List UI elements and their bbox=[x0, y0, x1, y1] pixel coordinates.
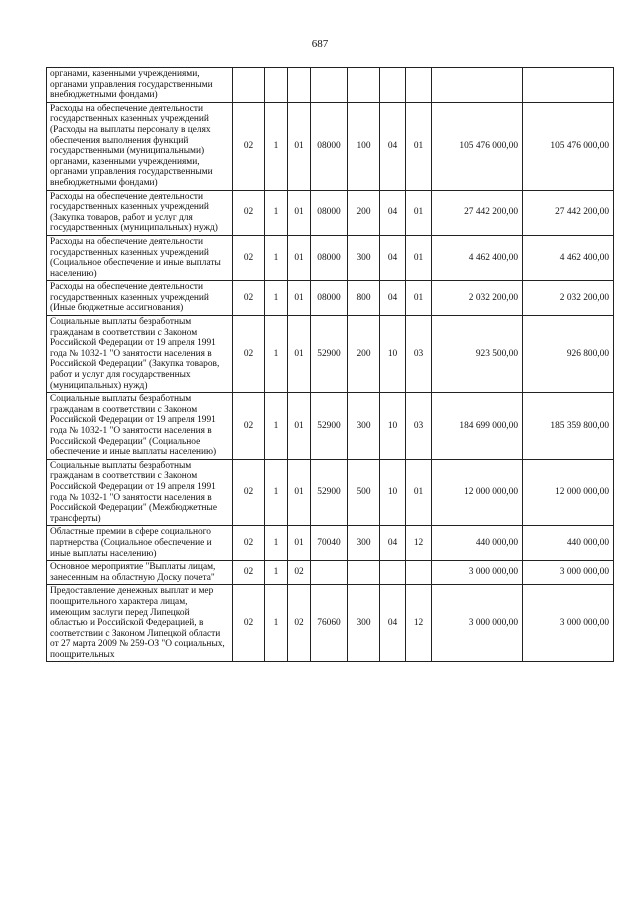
table-row bbox=[47, 281, 614, 316]
program-code: 1 bbox=[265, 393, 288, 460]
amount-year-1: 3 000 000,00 bbox=[432, 561, 523, 585]
row-description: Предоставление денежных выплат и мер поощрительного характера лицам, имеющим заслуги перед Липецкой областью и Российской Федерацией, в соответствии с Законом Липецкой области от 27 марта 2009 № 259-ОЗ "О социальных, поощрительных bbox=[47, 585, 233, 662]
admin-code: 02 bbox=[233, 102, 265, 190]
program-code: 1 bbox=[265, 585, 288, 662]
amount-year-2: 185 359 800,00 bbox=[523, 393, 614, 460]
admin-code: 02 bbox=[233, 316, 265, 393]
subprogram-code bbox=[288, 68, 311, 103]
program-code: 1 bbox=[265, 526, 288, 561]
subsection-code: 12 bbox=[406, 585, 432, 662]
expense-type-code: 300 bbox=[348, 585, 380, 662]
subprogram-code: 01 bbox=[288, 459, 311, 526]
table-row bbox=[47, 561, 614, 585]
program-code: 1 bbox=[265, 235, 288, 280]
amount-year-1: 27 442 200,00 bbox=[432, 190, 523, 235]
row-description: Социальные выплаты безработным гражданам в соответствии с Законом Российской Федерации от 19 апреля 1991 года № 1032-1 "О занятости населения в Российской Федерации" (Закупка товаров, работ и услуг для государственных (муниципальных) нужд) bbox=[47, 316, 233, 393]
admin-code: 02 bbox=[233, 459, 265, 526]
page-number: 687 bbox=[311, 38, 329, 50]
row-description: Расходы на обеспечение деятельности государственных казенных учреждений (Социальное обеспечение и иные выплаты населению) bbox=[47, 235, 233, 280]
subprogram-code: 01 bbox=[288, 190, 311, 235]
admin-code: 02 bbox=[233, 235, 265, 280]
expense-direction-code: 52900 bbox=[311, 459, 348, 526]
admin-code: 02 bbox=[233, 190, 265, 235]
expense-direction-code bbox=[311, 68, 348, 103]
table-row bbox=[47, 585, 614, 662]
amount-year-1: 440 000,00 bbox=[432, 526, 523, 561]
admin-code: 02 bbox=[233, 561, 265, 585]
subsection-code bbox=[406, 561, 432, 585]
expense-direction-code: 52900 bbox=[311, 393, 348, 460]
expense-type-code: 100 bbox=[348, 102, 380, 190]
table-row bbox=[47, 526, 614, 561]
amount-year-2: 3 000 000,00 bbox=[523, 561, 614, 585]
table-row bbox=[47, 68, 614, 103]
subprogram-code: 01 bbox=[288, 393, 311, 460]
subprogram-code: 01 bbox=[288, 102, 311, 190]
amount-year-2: 2 032 200,00 bbox=[523, 281, 614, 316]
subsection-code: 01 bbox=[406, 459, 432, 526]
table-row bbox=[47, 102, 614, 190]
expense-direction-code: 08000 bbox=[311, 235, 348, 280]
expense-type-code: 800 bbox=[348, 281, 380, 316]
amount-year-2: 12 000 000,00 bbox=[523, 459, 614, 526]
subsection-code: 03 bbox=[406, 393, 432, 460]
admin-code: 02 bbox=[233, 281, 265, 316]
subprogram-code: 01 bbox=[288, 316, 311, 393]
amount-year-1: 3 000 000,00 bbox=[432, 585, 523, 662]
subprogram-code: 01 bbox=[288, 235, 311, 280]
subsection-code bbox=[406, 68, 432, 103]
amount-year-2: 3 000 000,00 bbox=[523, 585, 614, 662]
admin-code: 02 bbox=[233, 585, 265, 662]
amount-year-1: 2 032 200,00 bbox=[432, 281, 523, 316]
program-code: 1 bbox=[265, 190, 288, 235]
section-code: 10 bbox=[380, 316, 406, 393]
expense-direction-code: 76060 bbox=[311, 585, 348, 662]
amount-year-2 bbox=[523, 68, 614, 103]
expense-direction-code: 52900 bbox=[311, 316, 348, 393]
subsection-code: 03 bbox=[406, 316, 432, 393]
section-code: 04 bbox=[380, 585, 406, 662]
subsection-code: 12 bbox=[406, 526, 432, 561]
expense-type-code: 300 bbox=[348, 235, 380, 280]
expense-type-code bbox=[348, 561, 380, 585]
table-row bbox=[47, 393, 614, 460]
amount-year-2: 926 800,00 bbox=[523, 316, 614, 393]
subprogram-code: 01 bbox=[288, 281, 311, 316]
row-description: Расходы на обеспечение деятельности государственных казенных учреждений (Закупка товаров, работ и услуг для государственных (муниципальных) нужд) bbox=[47, 190, 233, 235]
subprogram-code: 02 bbox=[288, 561, 311, 585]
amount-year-1: 105 476 000,00 bbox=[432, 102, 523, 190]
expense-type-code: 500 bbox=[348, 459, 380, 526]
row-description: Основное мероприятие "Выплаты лицам, занесенным на областную Доску почета" bbox=[47, 561, 233, 585]
program-code: 1 bbox=[265, 102, 288, 190]
section-code: 04 bbox=[380, 190, 406, 235]
amount-year-2: 27 442 200,00 bbox=[523, 190, 614, 235]
expense-direction-code: 08000 bbox=[311, 281, 348, 316]
program-code: 1 bbox=[265, 316, 288, 393]
row-description: Социальные выплаты безработным гражданам в соответствии с Законом Российской Федерации от 19 апреля 1991 года № 1032-1 "О занятости населения в Российской Федерации" (Межбюджетные трансферты) bbox=[47, 459, 233, 526]
subsection-code: 01 bbox=[406, 190, 432, 235]
row-description: Социальные выплаты безработным гражданам в соответствии с Законом Российской Федерации от 19 апреля 1991 года № 1032-1 "О занятости населения в Российской Федерации" (Социальное обеспечение и иные выплаты населению) bbox=[47, 393, 233, 460]
table-row bbox=[47, 190, 614, 235]
budget-table bbox=[46, 67, 614, 662]
expense-direction-code: 08000 bbox=[311, 102, 348, 190]
amount-year-1: 4 462 400,00 bbox=[432, 235, 523, 280]
row-description: Расходы на обеспечение деятельности государственных казенных учреждений (Расходы на выплаты персоналу в целях обеспечения выполнения функций государственными (муниципальными) органами, казенными учреждениями, органами управления государственными внебюджетными фондами) bbox=[47, 102, 233, 190]
subprogram-code: 02 bbox=[288, 585, 311, 662]
amount-year-2: 4 462 400,00 bbox=[523, 235, 614, 280]
admin-code bbox=[233, 68, 265, 103]
subprogram-code: 01 bbox=[288, 526, 311, 561]
section-code: 04 bbox=[380, 281, 406, 316]
admin-code: 02 bbox=[233, 393, 265, 460]
expense-direction-code bbox=[311, 561, 348, 585]
program-code: 1 bbox=[265, 281, 288, 316]
section-code: 04 bbox=[380, 526, 406, 561]
amount-year-2: 105 476 000,00 bbox=[523, 102, 614, 190]
amount-year-1: 184 699 000,00 bbox=[432, 393, 523, 460]
expense-type-code: 200 bbox=[348, 190, 380, 235]
admin-code: 02 bbox=[233, 526, 265, 561]
program-code: 1 bbox=[265, 561, 288, 585]
program-code: 1 bbox=[265, 459, 288, 526]
expense-type-code: 300 bbox=[348, 526, 380, 561]
amount-year-2: 440 000,00 bbox=[523, 526, 614, 561]
row-description: Расходы на обеспечение деятельности государственных казенных учреждений (Иные бюджетные ассигнования) bbox=[47, 281, 233, 316]
subsection-code: 01 bbox=[406, 281, 432, 316]
subsection-code: 01 bbox=[406, 235, 432, 280]
expense-direction-code: 70040 bbox=[311, 526, 348, 561]
table-row bbox=[47, 316, 614, 393]
row-description: органами, казенными учреждениями, органами управления государственными внебюджетными фондами) bbox=[47, 68, 233, 103]
section-code: 04 bbox=[380, 102, 406, 190]
section-code: 10 bbox=[380, 459, 406, 526]
amount-year-1 bbox=[432, 68, 523, 103]
amount-year-1: 12 000 000,00 bbox=[432, 459, 523, 526]
expense-direction-code: 08000 bbox=[311, 190, 348, 235]
program-code bbox=[265, 68, 288, 103]
section-code: 10 bbox=[380, 393, 406, 460]
table-row bbox=[47, 235, 614, 280]
section-code: 04 bbox=[380, 235, 406, 280]
expense-type-code: 300 bbox=[348, 393, 380, 460]
row-description: Областные премии в сфере социального партнерства (Социальное обеспечение и иные выплаты населению) bbox=[47, 526, 233, 561]
section-code bbox=[380, 68, 406, 103]
expense-type-code: 200 bbox=[348, 316, 380, 393]
expense-type-code bbox=[348, 68, 380, 103]
subsection-code: 01 bbox=[406, 102, 432, 190]
amount-year-1: 923 500,00 bbox=[432, 316, 523, 393]
section-code bbox=[380, 561, 406, 585]
table-row bbox=[47, 459, 614, 526]
